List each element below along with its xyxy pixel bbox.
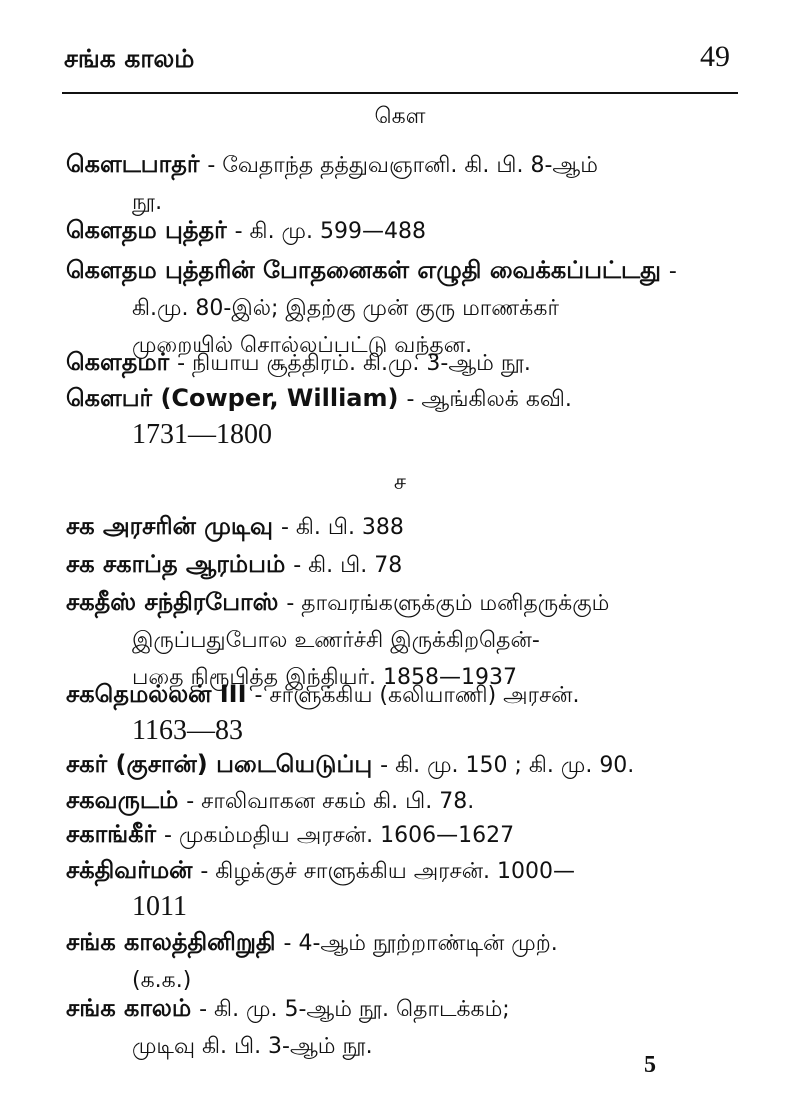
entry-term: சங்க காலம் bbox=[66, 994, 192, 1022]
entry-term: கௌபர் (Cowper, William) bbox=[66, 384, 399, 412]
entry-text: 1011 bbox=[132, 891, 187, 922]
entry-term: சக்திவர்மன் bbox=[66, 856, 193, 884]
entry-term: சக சகாப்த ஆரம்பம் bbox=[66, 550, 286, 578]
entry-text: - கிழக்குச் சாளுக்கிய அரசன். 1000— bbox=[200, 859, 576, 884]
dictionary-entry bbox=[66, 816, 742, 853]
entry-text: இருப்பதுபோல உணர்ச்சி இருக்கிறதென்- bbox=[132, 628, 540, 653]
entry-text: - முகம்மதிய அரசன். 1606—1627 bbox=[164, 823, 515, 848]
entry-text: - நியாய சூத்திரம். கி.மு. 3-ஆம் நூ. bbox=[177, 351, 531, 376]
entry-term: சகதீஸ் சந்திரபோஸ் bbox=[66, 588, 279, 616]
entry-text: - ஆங்கிலக் கவி. bbox=[406, 387, 572, 412]
entry-term: சகவருடம் bbox=[66, 786, 179, 814]
entry-text: - கி. மு. 5-ஆம் நூ. தொடக்கம்; bbox=[199, 997, 510, 1022]
dictionary-entry bbox=[66, 380, 742, 452]
dictionary-entry bbox=[66, 344, 742, 381]
entry-text: - தாவரங்களுக்கும் மனிதருக்கும் bbox=[286, 591, 610, 616]
entry-term: கௌடபாதர் bbox=[66, 150, 200, 178]
entry-text: - 4-ஆம் நூற்றாண்டின் முற். bbox=[283, 931, 558, 956]
entry-text: நூ. bbox=[132, 190, 163, 215]
section-heading-kau: கௌ bbox=[374, 104, 426, 129]
entry-term: சகர் (குசான்) படையெடுப்பு bbox=[66, 750, 373, 778]
entry-text: முறையில் சொல்லப்பட்டு வந்தன. bbox=[132, 333, 473, 358]
dictionary-entry bbox=[66, 146, 742, 220]
entry-term: கௌதம புத்தரின் போதனைகள் எழுதி வைக்கப்பட்டது bbox=[66, 256, 661, 284]
entry-text: - கி. பி. 78 bbox=[293, 553, 403, 578]
dictionary-entry bbox=[66, 508, 742, 545]
running-title: சங்க காலம் bbox=[64, 44, 195, 73]
entry-text: - சாலிவாகன சகம் கி. பி. 78. bbox=[186, 789, 475, 814]
entry-text: (க.க.) bbox=[132, 968, 192, 993]
entry-term: சக அரசரின் முடிவு bbox=[66, 512, 273, 540]
dictionary-entry bbox=[66, 746, 742, 783]
dictionary-entry bbox=[66, 212, 742, 249]
entry-text: - bbox=[668, 259, 677, 284]
entry-text: - கி. மு. 150 ; கி. மு. 90. bbox=[380, 753, 635, 778]
dictionary-entry bbox=[66, 924, 742, 998]
entry-text: - கி. மு. 599—488 bbox=[234, 219, 426, 244]
page-number: 49 bbox=[700, 40, 730, 73]
entry-term: கௌதமர் bbox=[66, 348, 170, 376]
entry-text: முடிவு கி. பி. 3-ஆம் நூ. bbox=[132, 1034, 373, 1059]
entry-text: - கி. பி. 388 bbox=[280, 515, 404, 540]
entry-text: - வேதாந்த தத்துவஞானி. கி. பி. 8-ஆம் bbox=[207, 153, 598, 178]
entry-term: கௌதம புத்தர் bbox=[66, 216, 227, 244]
dictionary-entry bbox=[66, 990, 742, 1064]
entry-text: 1731—1800 bbox=[132, 419, 272, 450]
entry-text: பதை நிரூபித்த இந்தியர். 1858—1937 bbox=[132, 665, 517, 690]
signature-mark: 5 bbox=[644, 1052, 656, 1078]
entry-text: கி.மு. 80-இல்; இதற்கு முன் குரு மாணக்கர் bbox=[132, 296, 559, 321]
dictionary-entry bbox=[66, 546, 742, 583]
dictionary-entry bbox=[66, 782, 742, 819]
dictionary-entry bbox=[66, 676, 742, 748]
header-rule bbox=[62, 92, 738, 94]
entry-text: - சாளுக்கிய (கலியாணி) அரசன். bbox=[254, 683, 580, 708]
entry-text: 1163—83 bbox=[132, 715, 243, 746]
entry-term: சகாங்கீர் bbox=[66, 820, 157, 848]
dictionary-entry bbox=[66, 852, 742, 924]
section-heading-sa: ச bbox=[393, 470, 407, 495]
entry-term: சங்க காலத்தினிறுதி bbox=[66, 928, 276, 956]
entry-term: சகதெமல்லன் III bbox=[66, 680, 247, 708]
